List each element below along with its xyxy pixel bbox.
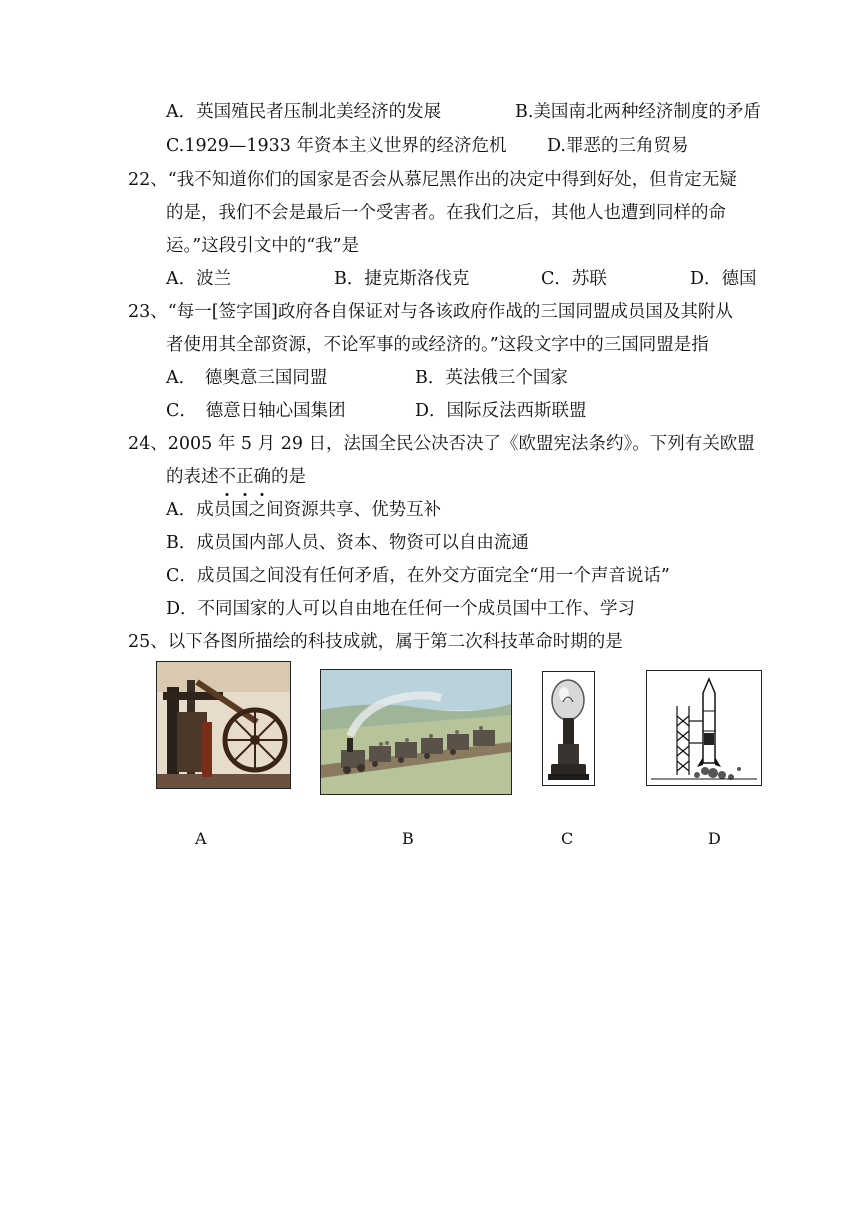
q24-emphasis-char-3: 确 (254, 467, 272, 487)
rocket-launch-image (646, 670, 762, 786)
caption-c: C (561, 829, 574, 848)
q22-option-a: A．波兰 (166, 269, 232, 289)
q23-option-c: C． 德意日轴心国集团 (166, 401, 346, 421)
q21-option-a: A．英国殖民者压制北美经济的发展 (166, 102, 442, 122)
steam-engine-image (156, 661, 291, 789)
light-bulb-image (542, 671, 595, 786)
q22-stem-line1: 22、“我不知道你们的国家是否会从慕尼黑作出的决定中得到好处，但肯定无疑 (128, 170, 737, 190)
q24-option-c: C．成员国之间没有任何矛盾，在外交方面完全“用一个声音说话” (166, 566, 670, 586)
q23-stem-line2: 者使用其全部资源，不论军事的或经济的。”这段文字中的三国同盟是指 (166, 335, 709, 355)
q24-stem-post: 的是 (271, 467, 306, 487)
q22-stem-line3: 运。”这段引文中的“我”是 (166, 236, 360, 256)
q24-option-a: A．成员国之间资源共享、优势互补 (166, 500, 442, 520)
caption-b: B (402, 829, 414, 848)
q24-stem-pre: 的表述 (166, 467, 219, 487)
q24-emphasis-char-2: 正 (236, 467, 254, 487)
q21-option-c: C.1929—1933 年资本主义世界的经济危机 (166, 136, 507, 156)
q24-option-b: B．成员国内部人员、资本、物资可以自由流通 (166, 533, 529, 553)
q23-stem-line1: 23、“每一[签字国]政府各自保证对与各该政府作战的三国同盟成员国及其附从 (128, 302, 733, 322)
q21-option-d: D.罪恶的三角贸易 (547, 136, 689, 156)
q23-option-b: B．英法俄三个国家 (415, 368, 568, 388)
q22-option-d: D．德国 (690, 269, 757, 289)
q22-stem-line2: 的是，我们不会是最后一个受害者。在我们之后，其他人也遭到同样的命 (166, 203, 726, 223)
q25-stem: 25、以下各图所描绘的科技成就，属于第二次科技革命时期的是 (128, 632, 623, 652)
caption-d: D (708, 829, 721, 848)
q23-option-d: D．国际反法西斯联盟 (415, 401, 587, 421)
q22-option-b: B．捷克斯洛伐克 (334, 269, 470, 289)
q24-stem-line1: 24、2005 年 5 月 29 日，法国全民公决否决了《欧盟宪法条约》。下列有关欧盟 (128, 434, 755, 454)
q23-option-a: A． 德奥意三国同盟 (166, 368, 328, 388)
q24-stem-line2 (166, 465, 306, 489)
q24-emphasis-char-1: 不 (219, 467, 237, 487)
q22-option-c: C．苏联 (541, 269, 607, 289)
caption-a: A (195, 829, 207, 848)
q24-option-d: D．不同国家的人可以自由地在任何一个成员国中工作、学习 (166, 599, 636, 619)
steam-train-image (320, 669, 512, 795)
q21-option-b: B.美国南北两种经济制度的矛盾 (515, 102, 761, 122)
